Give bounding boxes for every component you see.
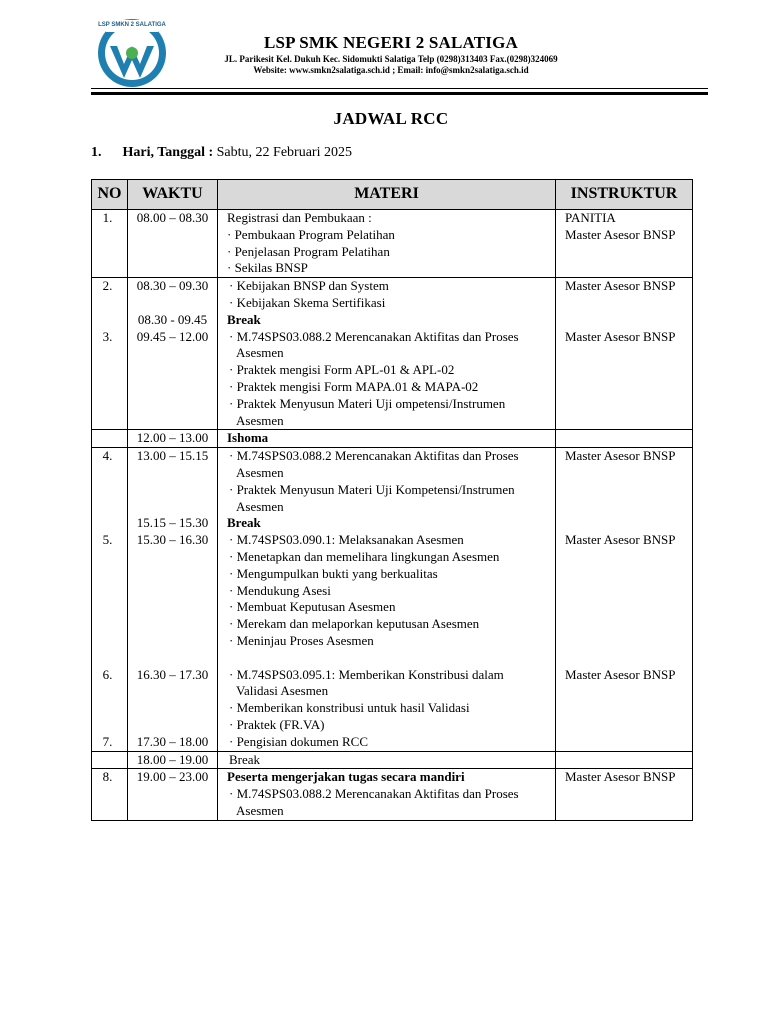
org-contact: Website: www.smkn2salatiga.sch.id ; Email: info@smkn2salatiga.sch.id — [253, 65, 529, 75]
row-instructor: Master Asesor BNSP — [565, 666, 676, 682]
material-line: · Memberikan konstribusi untuk hasil Validasi — [229, 700, 470, 716]
row-time: 15.30 – 16.30 — [136, 532, 209, 548]
col-header-material: MATERI — [218, 180, 556, 210]
row-instructor: Master Asesor BNSP — [565, 278, 676, 294]
date-value: Sabtu, 22 Februari 2025 — [216, 145, 352, 160]
material-break: Break — [229, 751, 261, 767]
schedule-table — [91, 179, 693, 821]
material-line: · Praktek mengisi Form APL-01 & APL-02 — [229, 362, 455, 378]
material-line: · M.74SPS03.095.1: Memberikan Konstribusi dalam — [229, 666, 504, 682]
row-time: 12.00 – 13.00 — [136, 430, 209, 446]
row-instructor: Master Asesor BNSP — [565, 769, 676, 785]
date-label: Hari, Tanggal : — [122, 145, 214, 160]
material-line: · Mendukung Asesi — [229, 582, 331, 598]
row-time: 19.00 – 23.00 — [136, 769, 209, 785]
material-line: · Membuat Keputusan Asesmen — [229, 599, 396, 615]
table-row — [92, 430, 693, 448]
material-line: · Pengisian dokumen RCC — [229, 733, 369, 749]
material-break: Break — [227, 311, 261, 327]
table-row — [92, 769, 693, 820]
col-header-no: NO — [92, 180, 128, 210]
material-line: · M.74SPS03.088.2 Merencanakan Aktifitas dan Proses — [229, 786, 519, 802]
material-line: · Praktek mengisi Form MAPA.01 & MAPA-02 — [229, 378, 479, 394]
org-address-block — [191, 54, 591, 76]
date-line — [91, 145, 352, 161]
header-rule-thin — [91, 88, 708, 89]
material-line: · Penjelasan Program Pelatihan — [227, 243, 390, 259]
row-time: 08.30 – 09.30 — [136, 278, 209, 294]
material-line: · Praktek Menyusun Materi Uji ompetensi/Instrumen — [229, 395, 506, 411]
material-break: Ishoma — [227, 430, 269, 446]
table-row — [92, 210, 693, 278]
date-number: 1. — [91, 145, 102, 160]
table-row — [92, 278, 693, 430]
row-time: 15.15 – 15.30 — [136, 515, 209, 531]
material-line: Validasi Asesmen — [236, 683, 329, 699]
row-number: 2. — [102, 278, 113, 294]
material-line: · Sekilas BNSP — [227, 260, 308, 276]
row-time: 08.30 - 09.45 — [137, 311, 208, 327]
material-line: · Kebijakan BNSP dan System — [229, 278, 389, 294]
col-header-instructor: INSTRUKTUR — [556, 180, 693, 210]
org-name: LSP SMK NEGERI 2 SALATIGA — [263, 33, 519, 52]
material-line: · Pembukaan Program Pelatihan — [227, 226, 395, 242]
row-number: 4. — [102, 448, 113, 464]
row-time: 17.30 – 18.00 — [136, 733, 209, 749]
letterhead — [91, 16, 708, 96]
material-line: Asesmen — [236, 802, 284, 818]
col-header-time: WAKTU — [128, 180, 218, 210]
row-number: 3. — [102, 328, 113, 344]
material-line: · Menetapkan dan memelihara lingkungan Asesmen — [229, 548, 500, 564]
lsp-logo-icon — [92, 16, 172, 88]
row-number: 7. — [102, 733, 113, 749]
material-line: Asesmen — [236, 464, 284, 480]
material-line: · Praktek (FR.VA) — [229, 716, 325, 732]
row-instructor: PANITIA — [565, 210, 616, 225]
page-title: JADWAL RCC — [333, 109, 449, 128]
material-line: · Merekam dan melaporkan keputusan Asesmen — [229, 616, 480, 632]
row-number: 8. — [102, 769, 113, 785]
material-line: Asesmen — [236, 412, 284, 428]
material-line: · Meninjau Proses Asesmen — [229, 632, 374, 648]
material-line: · M.74SPS03.090.1: Melaksanakan Asesmen — [229, 532, 464, 548]
row-time: 08.00 – 08.30 — [136, 210, 209, 225]
table-header-row — [92, 180, 693, 210]
row-number: 5. — [102, 532, 113, 548]
row-instructor: Master Asesor BNSP — [565, 226, 676, 242]
logo-text: LSP SMKN 2 SALATIGA — [98, 22, 166, 28]
material-line: · M.74SPS03.088.2 Merencanakan Aktifitas dan Proses — [229, 328, 519, 344]
table-row — [92, 751, 693, 769]
org-address: JL. Parikesit Kel. Dukuh Kec. Sidomukti Salatiga Telp (0298)313403 Fax.(0298)324069 — [224, 54, 558, 64]
row-time: 16.30 – 17.30 — [136, 666, 209, 682]
row-number: 1. — [102, 210, 113, 225]
material-line: Asesmen — [236, 345, 284, 361]
row-number: 6. — [102, 666, 113, 682]
material-line: Registrasi dan Pembukaan : — [227, 210, 372, 225]
row-instructor: Master Asesor BNSP — [565, 448, 676, 464]
material-line: Peserta mengerjakan tugas secara mandiri — [227, 769, 465, 785]
row-instructor: Master Asesor BNSP — [565, 532, 676, 548]
row-time: 18.00 – 19.00 — [136, 751, 209, 767]
material-line: · Kebijakan Skema Sertifikasi — [229, 294, 386, 310]
row-time: 13.00 – 15.15 — [136, 448, 209, 464]
row-instructor: Master Asesor BNSP — [565, 328, 676, 344]
row-time: 09.45 – 12.00 — [136, 328, 209, 344]
material-break: Break — [227, 515, 261, 531]
material-line: · M.74SPS03.088.2 Merencanakan Aktifitas dan Proses — [229, 448, 519, 464]
table-row — [92, 448, 693, 751]
material-line: Asesmen — [236, 498, 284, 514]
material-line: · Praktek Menyusun Materi Uji Kompetensi/Instrumen — [229, 481, 515, 497]
header-rule-thick — [91, 92, 708, 95]
material-line: · Mengumpulkan bukti yang berkualitas — [229, 565, 438, 581]
